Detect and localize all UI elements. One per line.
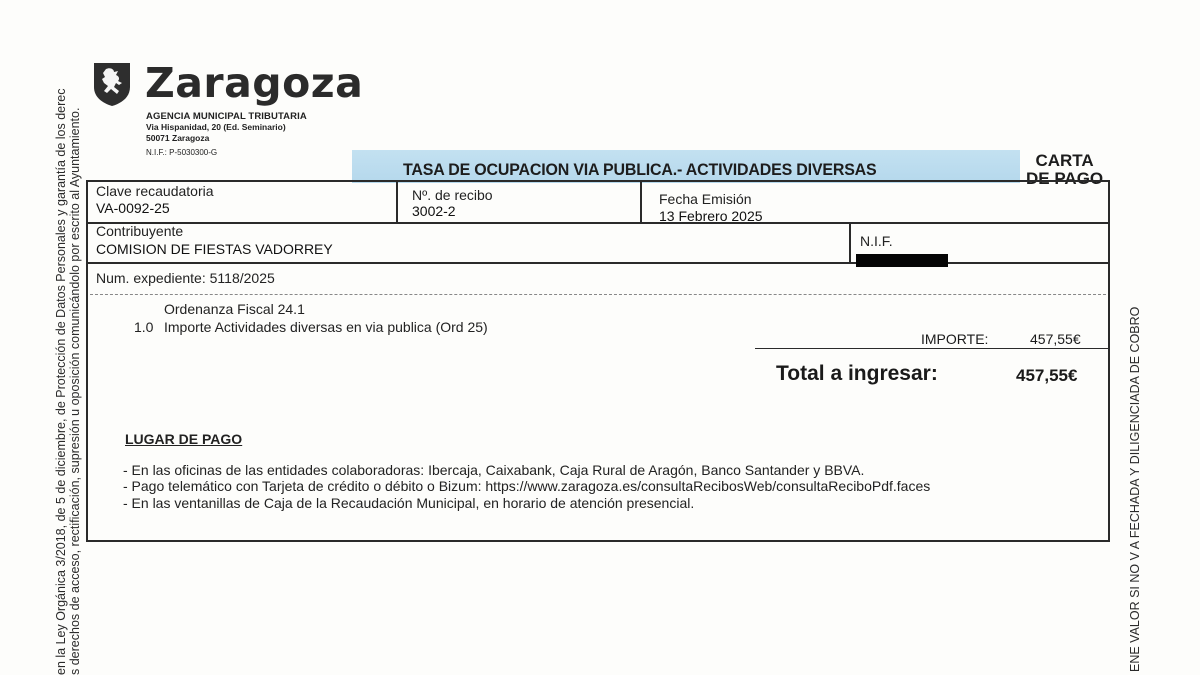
validity-notice: ENE VALOR SI NO V A FECHADA Y DILIGENCIADA DE COBRO <box>1128 306 1142 672</box>
clave-label: Clave recaudatoria <box>96 183 214 199</box>
payment-section-title: LUGAR DE PAGO <box>125 431 243 447</box>
ordenanza: Ordenanza Fiscal 24.1 <box>164 301 305 317</box>
document-title: TASA DE OCUPACION VIA PUBLICA.- ACTIVIDADES DIVERSAS <box>403 160 877 179</box>
line-code: 1.0 <box>134 319 154 335</box>
total-label: Total a ingresar: <box>776 362 938 385</box>
document-type-line-1: CARTA <box>1035 151 1094 170</box>
fecha-label: Fecha Emisión <box>659 191 752 207</box>
dotted-divider <box>90 294 1106 295</box>
clave-value: VA-0092-25 <box>96 200 170 216</box>
recibo-label: Nº. de recibo <box>412 187 493 203</box>
document-type-line-2: DE PAGO <box>1026 169 1104 188</box>
brand-name: Zaragoza <box>145 59 364 107</box>
payment-option: - En las oficinas de las entidades colaboradoras: Ibercaja, Caixabank, Caja Rural de Aragón, Banco Santander y BBVA. <box>123 462 865 478</box>
fecha-value: 13 Febrero 2025 <box>659 208 763 224</box>
payment-option: - En las ventanillas de Caja de la Recaudación Municipal, en horario de atención presencial. <box>123 495 695 511</box>
nif-label: N.I.F. <box>860 233 893 249</box>
agency-nif: N.I.F.: P-5030300-G <box>146 148 218 157</box>
nif-redacted <box>856 254 948 267</box>
divider <box>849 222 851 263</box>
total-value: 457,55€ <box>1016 366 1078 385</box>
contribuyente-value: COMISION DE FIESTAS VADORREY <box>96 241 333 257</box>
agency-name: AGENCIA MUNICIPAL TRIBUTARIA <box>146 111 307 122</box>
payment-option: - Pago telemático con Tarjeta de crédito o débito o Bizum: https://www.zaragoza.es/consultaRecibosWeb/consultaReciboPdf.faces <box>123 478 931 494</box>
legal-notice-sidebar <box>0 0 90 675</box>
contribuyente-label: Contribuyente <box>96 223 184 239</box>
divider <box>640 180 642 223</box>
importe-label: IMPORTE: <box>921 331 989 347</box>
agency-info <box>146 111 307 158</box>
line-description: Importe Actividades diversas en via publica (Ord 25) <box>164 319 488 335</box>
importe-value: 457,55€ <box>1030 331 1081 347</box>
legal-notice-line-2: s derechos de acceso, rectificación, supresión u oposición comunicándolo por escrito al Ayuntamiento. <box>68 107 82 675</box>
legal-notice-line-1: en la Ley Orgánica 3/2018, de 5 de diciembre, de Protección de Datos Personales y garantía de los derec <box>54 88 68 675</box>
agency-address-line-1: Via Hispanidad, 20 (Ed. Seminario) <box>146 122 286 132</box>
divider <box>86 262 1110 264</box>
total-divider <box>755 348 1110 349</box>
recibo-value: 3002-2 <box>412 203 456 219</box>
lion-shield-icon <box>92 61 132 107</box>
expediente: Num. expediente: 5118/2025 <box>96 270 275 286</box>
divider <box>86 222 1110 224</box>
divider <box>396 180 398 223</box>
agency-address-line-2: 50071 Zaragoza <box>146 133 210 143</box>
